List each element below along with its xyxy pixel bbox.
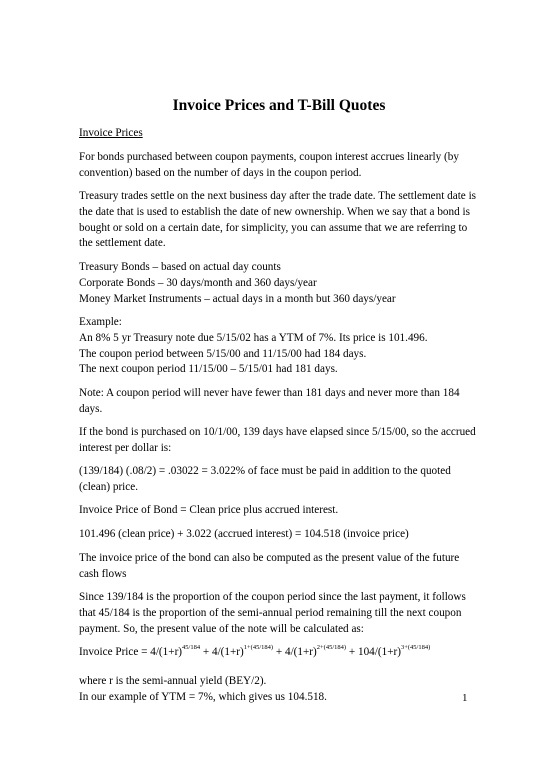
text-line: The next coupon period 11/15/00 – 5/15/01 had 181 days. — [79, 363, 338, 376]
text-line: For bonds purchased between coupon payments, coupon interest accrues linearly (by — [79, 151, 459, 163]
formula-exponent: 2+(45/184) — [316, 644, 347, 652]
text-line: The coupon period between 5/15/00 and 11/15/00 had 184 days. — [79, 347, 367, 360]
text-line: Since 139/184 is the proportion of the coupon period since the last payment, it follows — [79, 591, 466, 603]
formula-term: + 104/(1+r) — [346, 646, 401, 658]
text-line: (139/184) (.08/2) = .03022 = 3.022% of face must be paid in addition to the quoted — [79, 465, 451, 477]
text-line: days. — [79, 402, 103, 415]
text-line: Note: A coupon period will never have fewer than 181 days and never more than 184 — [79, 387, 460, 399]
paragraph-accrued-interest — [79, 425, 479, 457]
text-line: where r is the semi-annual yield (BEY/2). — [79, 675, 267, 687]
text-line: the settlement date. — [79, 237, 166, 250]
text-line: The invoice price of the bond can also be computed as the present value of the future — [79, 552, 460, 564]
text-line: Corporate Bonds – 30 days/month and 360 days/year — [79, 276, 317, 289]
paragraph-invoice-definition — [79, 503, 479, 519]
text-line: Treasury trades settle on the next business day after the trade date. The settlement date is — [79, 190, 477, 202]
formula-exponent: 45/184 — [182, 644, 201, 652]
paragraph-semiannual-yield — [79, 674, 479, 706]
text-line: Example: — [79, 316, 122, 328]
text-line: Money Market Instruments – actual days in a month but 360 days/year — [79, 292, 396, 305]
paragraph-invoice-calc — [79, 527, 479, 543]
text-line: convention) based on the number of days in the coupon period. — [79, 166, 362, 179]
paragraph-example — [79, 315, 479, 378]
text-line: payment. So, the present value of the note will be calculated as: — [79, 622, 364, 635]
paragraph-note — [79, 386, 479, 418]
text-line: In our example of YTM = 7%, which gives us 104.518. — [79, 690, 327, 703]
formula-term: Invoice Price = 4/(1+r) — [79, 646, 183, 658]
paragraph-present-value — [79, 551, 479, 583]
paragraph-day-counts — [79, 260, 479, 307]
paragraph-proportion — [79, 590, 479, 637]
formula-exponent: 1+(45/184) — [243, 644, 274, 652]
text-line: cash flows — [79, 567, 127, 580]
text-line: If the bond is purchased on 10/1/00, 139 days have elapsed since 5/15/00, so the accrued — [79, 426, 476, 438]
page-number: 1 — [462, 692, 468, 704]
formula-term: + 4/(1+r) — [273, 646, 317, 658]
text-line: that 45/184 is the proportion of the semi-annual period remaining till the next coupon — [79, 606, 462, 619]
text-line: Invoice Price of Bond = Clean price plus accrued interest. — [79, 504, 339, 516]
text-line: the date that is used to establish the date of new ownership. When we say that a bond is — [79, 205, 470, 218]
paragraph-coupon-accrual — [79, 150, 479, 182]
text-line: An 8% 5 yr Treasury note due 5/15/02 has a YTM of 7%. Its price is 101.496. — [79, 331, 428, 344]
invoice-price-formula — [79, 645, 479, 661]
text-line: bought or sold on a certain date, for simplicity, you can assume that we are referring to — [79, 221, 468, 234]
formula-exponent: 3+(45/184) — [400, 644, 431, 652]
paragraph-settlement — [79, 189, 479, 252]
text-line: (clean) price. — [79, 480, 139, 493]
paragraph-accrued-calc — [79, 464, 479, 496]
formula-term: + 4/(1+r) — [200, 646, 244, 658]
text-line: interest per dollar is: — [79, 441, 172, 454]
document-title: Invoice Prices and T-Bill Quotes — [172, 97, 386, 114]
text-line: 101.496 (clean price) + 3.022 (accrued interest) = 104.518 (invoice price) — [79, 528, 409, 540]
section-heading: Invoice Prices — [79, 127, 143, 139]
text-line: Treasury Bonds – based on actual day counts — [79, 261, 281, 273]
